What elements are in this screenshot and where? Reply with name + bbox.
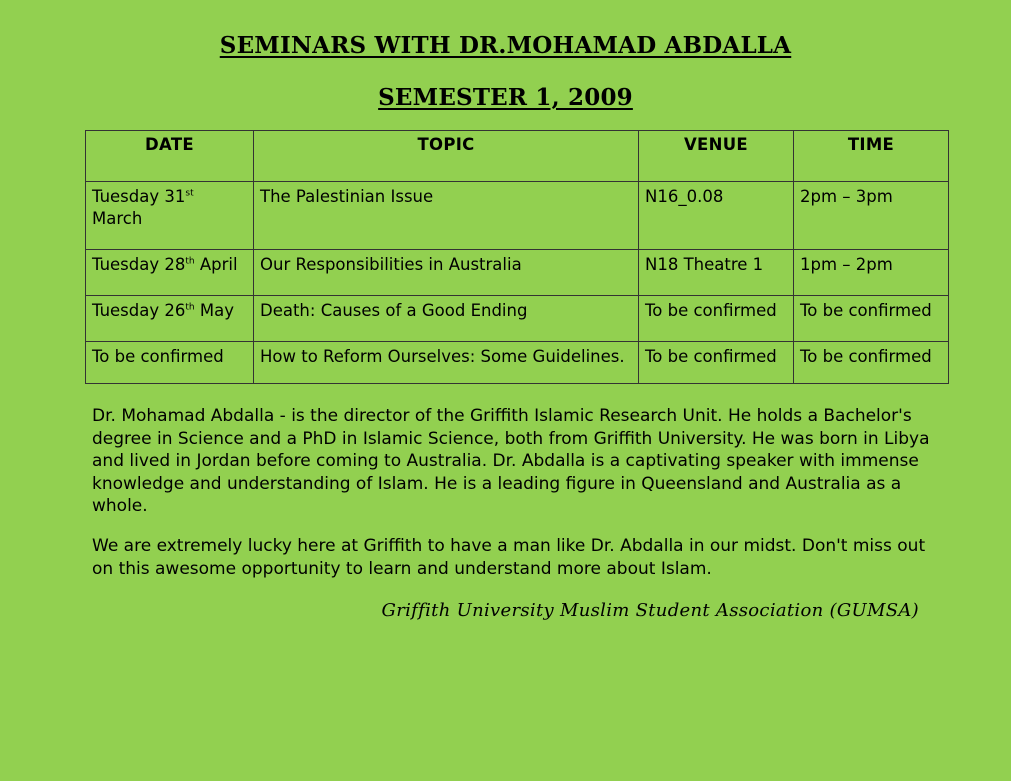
date-suffix: th xyxy=(185,302,195,313)
time-cell: To be confirmed xyxy=(794,296,949,342)
table-header-row xyxy=(86,131,949,182)
date-suffix: th xyxy=(185,256,195,267)
page-subtitle: SEMESTER 1, 2009 xyxy=(378,84,633,111)
date-cell xyxy=(86,296,254,342)
header-venue: VENUE xyxy=(639,131,794,182)
date-cell xyxy=(86,182,254,250)
time-cell: 2pm – 3pm xyxy=(794,182,949,250)
table-row xyxy=(86,250,949,296)
header-time: TIME xyxy=(794,131,949,182)
date-suffix: st xyxy=(185,188,194,199)
time-cell: To be confirmed xyxy=(794,342,949,384)
table-row xyxy=(86,296,949,342)
date-month: April xyxy=(194,255,238,274)
topic-cell: How to Reform Ourselves: Some Guidelines. xyxy=(254,342,639,384)
venue-cell: To be confirmed xyxy=(639,342,794,384)
topic-cell: The Palestinian Issue xyxy=(254,182,639,250)
topic-cell: Our Responsibilities in Australia xyxy=(254,250,639,296)
date-cell: To be confirmed xyxy=(86,342,254,384)
header-date: DATE xyxy=(86,131,254,182)
venue-cell: N16_0.08 xyxy=(639,182,794,250)
speaker-bio-paragraph: Dr. Mohamad Abdalla - is the director of the Griffith Islamic Research Unit. He holds a Bachelor's degree in Science and a PhD in Islamic Science, both from Griffith University. He was born in Libya and lived in Jordan before coming to Australia. Dr. Abdalla is a captivating speaker with immense knowledge and understanding of Islam. He is a leading figure in Queensland and Australia as a whole. xyxy=(92,406,930,517)
organization-signature: Griffith University Muslim Student Association (GUMSA) xyxy=(381,600,919,621)
topic-cell: Death: Causes of a Good Ending xyxy=(254,296,639,342)
time-cell: 1pm – 2pm xyxy=(794,250,949,296)
date-month: March xyxy=(92,209,143,228)
venue-cell: To be confirmed xyxy=(639,296,794,342)
venue-cell: N18 Theatre 1 xyxy=(639,250,794,296)
date-cell xyxy=(86,250,254,296)
page-title: SEMINARS WITH DR.MOHAMAD ABDALLA xyxy=(219,32,792,59)
table-row xyxy=(86,182,949,250)
date-month: May xyxy=(194,301,234,320)
date-text: Tuesday 31 xyxy=(92,187,186,206)
seminar-schedule-table xyxy=(85,130,949,384)
table-row xyxy=(86,342,949,384)
header-topic: TOPIC xyxy=(254,131,639,182)
invitation-paragraph: We are extremely lucky here at Griffith to have a man like Dr. Abdalla in our midst. Don't miss out on this awesome opportunity to learn and understand more about Islam. xyxy=(92,536,926,579)
date-text: Tuesday 28 xyxy=(92,255,186,274)
date-text: Tuesday 26 xyxy=(92,301,186,320)
